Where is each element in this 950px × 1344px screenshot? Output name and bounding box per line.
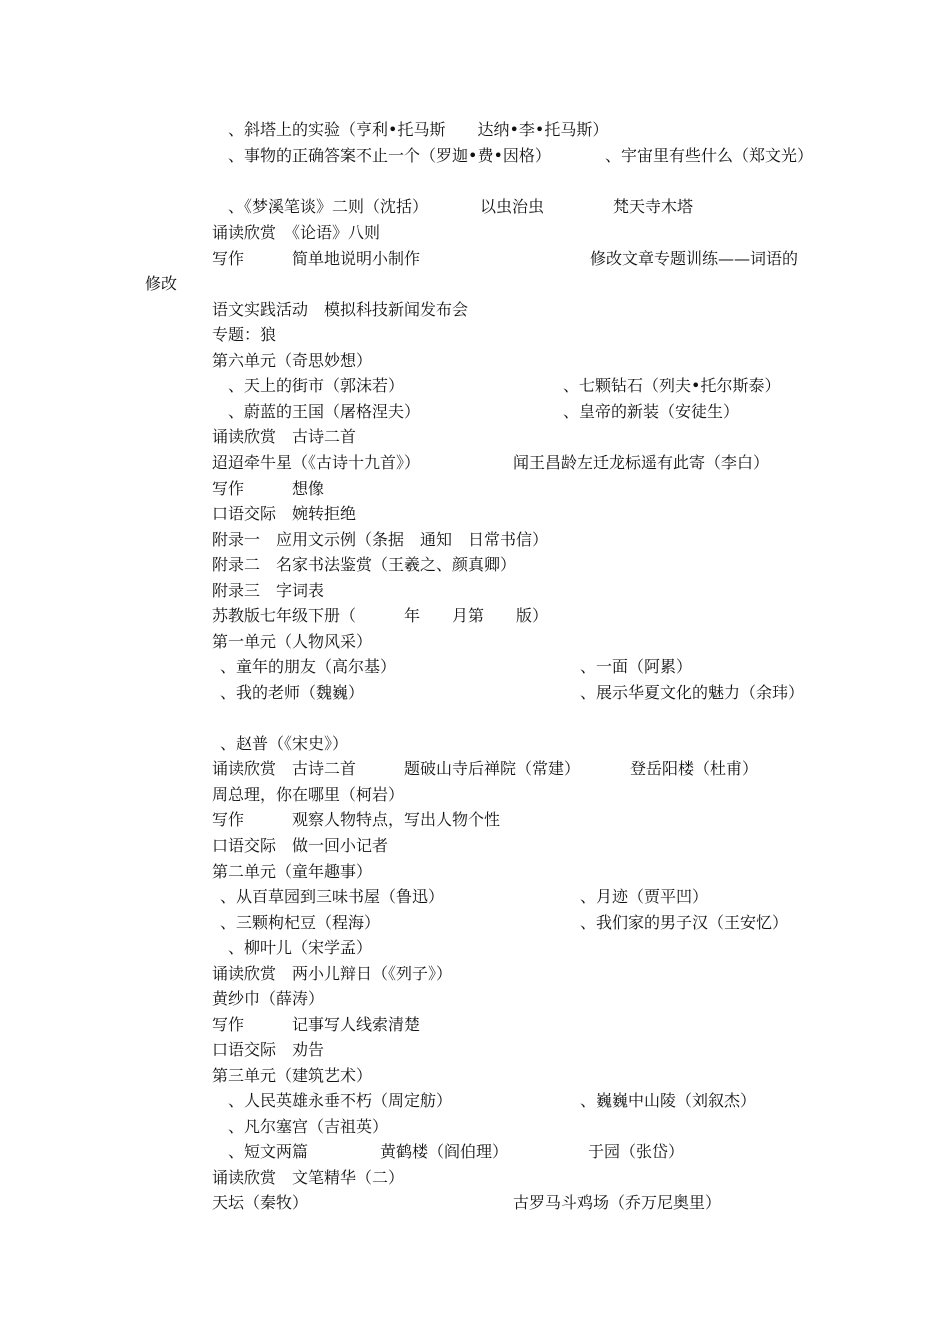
text-line: 、蔚蓝的王国（屠格涅夫） — [228, 402, 421, 421]
text-line: 诵读欣赏 古诗二首 — [212, 759, 357, 778]
text-line: 于园（张岱） — [588, 1142, 685, 1161]
text-line: 写作 简单地说明小制作 — [212, 249, 421, 268]
text-line: 附录二 名家书法鉴赏（王羲之、颜真卿） — [212, 555, 517, 574]
text-line: 写作 想像 — [212, 479, 325, 498]
text-line: 周总理，你在哪里（柯岩） — [212, 785, 405, 804]
text-line: 古罗马斗鸡场（乔万尼奥里） — [513, 1193, 722, 1212]
text-line: 语文实践活动 模拟科技新闻发布会 — [212, 300, 469, 319]
text-line: 、三颗枸杞豆（程海） — [220, 913, 381, 932]
text-line: 、从百草园到三味书屋（鲁迅） — [220, 887, 445, 906]
text-line: 、宇宙里有些什么（郑文光） — [605, 146, 814, 165]
text-line: 写作 观察人物特点，写出人物个性 — [212, 810, 501, 829]
text-line: 、皇帝的新装（安徒生） — [563, 402, 740, 421]
text-line: 、赵普（《宋史》） — [220, 734, 349, 753]
text-line: 黄鹤楼（阎伯理） — [380, 1142, 509, 1161]
text-line: 、《梦溪笔谈》二则（沈括） — [228, 197, 429, 216]
text-line: 诵读欣赏 两小儿辩日（《列子》） — [212, 964, 453, 983]
text-line: 天坛（秦牧） — [212, 1193, 309, 1212]
text-line: 、一面（阿累） — [580, 657, 693, 676]
text-line: 梵天寺木塔 — [613, 197, 694, 216]
text-line: 、月迹（贾平凹） — [580, 887, 709, 906]
text-line: 附录一 应用文示例（条据 通知 日常书信） — [212, 530, 549, 549]
text-line: 、柳叶儿（宋学孟） — [228, 938, 373, 957]
text-line: 、展示华夏文化的魅力（余玮） — [580, 683, 805, 702]
text-line: 诵读欣赏 古诗二首 — [212, 427, 357, 446]
text-line: 、我的老师（魏巍） — [220, 683, 365, 702]
text-line: 诵读欣赏 《论语》八则 — [212, 223, 381, 242]
section-heading: 第一单元（人物风采） — [212, 632, 373, 651]
text-line: 题破山寺后禅院（常建） — [404, 759, 581, 778]
text-line: 诵读欣赏 文笔精华（二） — [212, 1168, 405, 1187]
section-heading: 第六单元（奇思妙想） — [212, 351, 373, 370]
text-line: 、人民英雄永垂不朽（周定舫） — [228, 1091, 453, 1110]
text-line: 以虫治虫 — [480, 197, 545, 216]
text-line: 、童年的朋友（高尔基） — [220, 657, 397, 676]
text-line: 、短文两篇 — [228, 1142, 309, 1161]
section-heading: 第三单元（建筑艺术） — [212, 1066, 373, 1085]
text-line: 、天上的街市（郭沫若） — [228, 376, 405, 395]
text-line: 专题：狼 — [212, 325, 277, 344]
text-line: 、斜塔上的实验（亨利•托马斯 达纳•李•托马斯） — [228, 120, 609, 139]
text-line: 附录三 字词表 — [212, 581, 325, 600]
section-heading: 第二单元（童年趣事） — [212, 862, 373, 881]
text-line: 修改 — [145, 274, 178, 293]
text-line: 、巍巍中山陵（刘叙杰） — [580, 1091, 757, 1110]
text-line: 、七颗钻石（列夫•托尔斯泰） — [563, 376, 781, 395]
text-line: 口语交际 婉转拒绝 — [212, 504, 357, 523]
text-line: 写作 记事写人线索清楚 — [212, 1015, 421, 1034]
text-line: 、凡尔塞宫（吉祖英） — [228, 1117, 389, 1136]
text-line: 黄纱巾（薛涛） — [212, 989, 325, 1008]
text-line: 苏教版七年级下册（ 年 月第 版） — [212, 606, 549, 625]
text-line: 口语交际 做一回小记者 — [212, 836, 389, 855]
text-line: 修改文章专题训练——词语的 — [590, 249, 799, 268]
text-line: 、我们家的男子汉（王安忆） — [580, 913, 789, 932]
text-line: 、事物的正确答案不止一个（罗迦•费•因格） — [228, 146, 551, 165]
text-line: 口语交际 劝告 — [212, 1040, 325, 1059]
text-line: 闻王昌龄左迁龙标遥有此寄（李白） — [513, 453, 770, 472]
text-line: 迢迢牵牛星（《古诗十九首》） — [212, 453, 421, 472]
text-line: 登岳阳楼（杜甫） — [630, 759, 759, 778]
